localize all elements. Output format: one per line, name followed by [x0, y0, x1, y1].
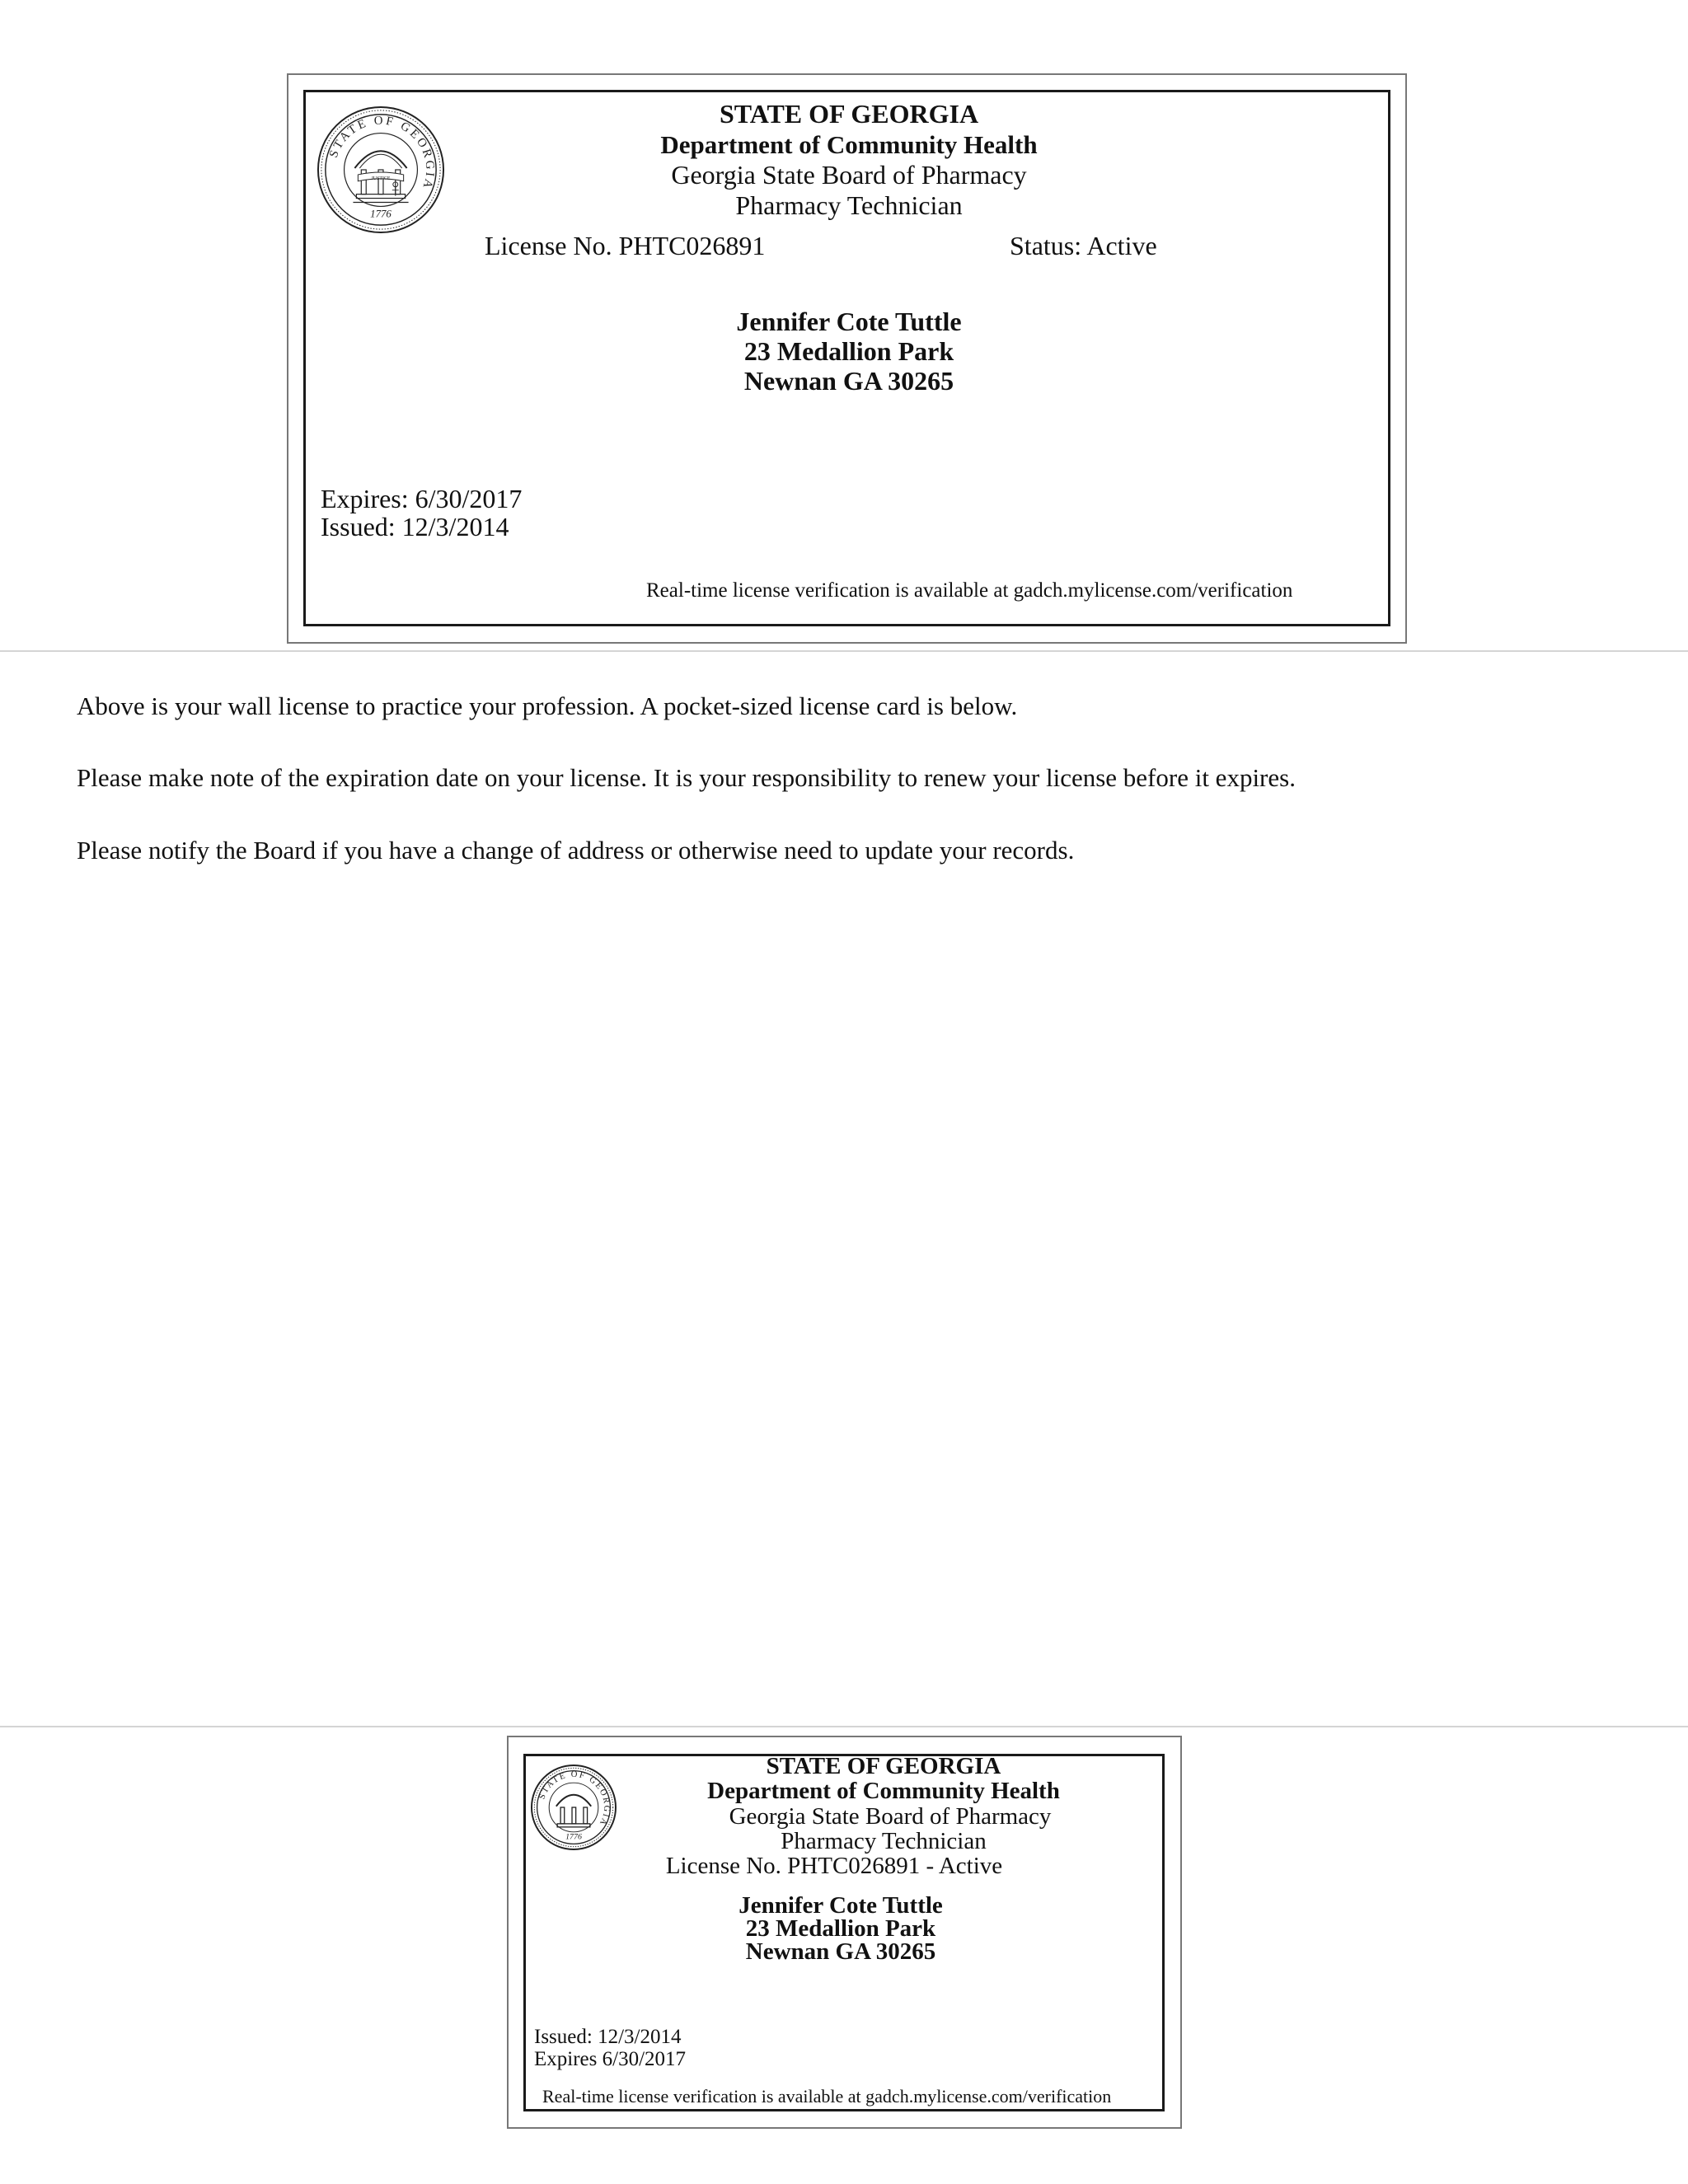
card-department-heading: Department of Community Health: [707, 1778, 1060, 1804]
wall-state-heading: STATE OF GEORGIA: [719, 99, 979, 129]
wall-address-line2: Newnan GA 30265: [743, 366, 954, 396]
card-license-line: License No. PHTC026891 - Active: [665, 1853, 1003, 1879]
georgia-state-seal-small-icon: [530, 1764, 617, 1851]
cut-line-bottom: [0, 1726, 1688, 1727]
card-board-name: Georgia State Board of Pharmacy: [729, 1803, 1052, 1830]
card-seal-year: 1776: [565, 1832, 582, 1842]
card-address-line2: Newnan GA 30265: [745, 1938, 936, 1965]
cut-line-top: [0, 650, 1688, 652]
wall-license-status: Status: Active: [1010, 231, 1157, 260]
wall-verification-note: Real-time license verification is available at gadch.mylicense.com/verification: [646, 579, 1293, 602]
wall-holder-name: Jennifer Cote Tuttle: [736, 307, 962, 336]
wall-board-name: Georgia State Board of Pharmacy: [671, 160, 1027, 190]
card-verification-note: Real-time license verification is available at gadch.mylicense.com/verification: [542, 2086, 1112, 2107]
card-seal-ring-text: STATE OF GEORGIA: [537, 1769, 612, 1828]
wall-department-heading: Department of Community Health: [660, 130, 1038, 159]
instruction-address-change: Please notify the Board if you have a change of address or otherwise need to update your records.: [77, 836, 1075, 865]
wall-expiration-date: Expires: 6/30/2017: [321, 484, 523, 513]
wall-issue-date: Issued: 12/3/2014: [321, 512, 509, 541]
wall-license-number: License No. PHTC026891: [485, 231, 766, 260]
wall-profession: Pharmacy Technician: [735, 190, 963, 220]
instruction-expiration: Please make note of the expiration date on your license. It is your responsibility to renew your license before it expires.: [77, 763, 1296, 792]
card-state-heading: STATE OF GEORGIA: [766, 1753, 1001, 1779]
card-expiration-date: Expires 6/30/2017: [534, 2048, 687, 2070]
wall-address-line1: 23 Medallion Park: [743, 336, 954, 366]
seal-year: 1776: [370, 208, 392, 220]
card-address-line1: 23 Medallion Park: [745, 1915, 936, 1942]
card-issue-date: Issued: 12/3/2014: [534, 2026, 682, 2048]
seal-ring-text: STATE OF GEORGIA: [326, 114, 437, 193]
georgia-state-seal-icon: [316, 105, 446, 235]
instruction-wall-license: Above is your wall license to practice your profession. A pocket-sized license card is below.: [77, 691, 1018, 720]
card-profession: Pharmacy Technician: [781, 1828, 987, 1854]
card-holder-name: Jennifer Cote Tuttle: [738, 1892, 943, 1919]
seal-motto: JUSTICE: [371, 176, 391, 181]
